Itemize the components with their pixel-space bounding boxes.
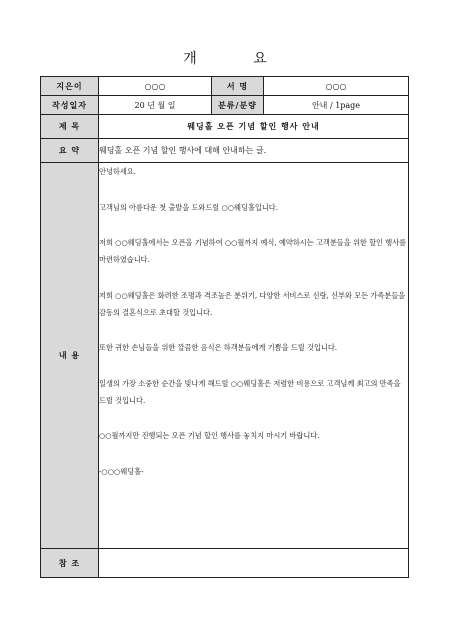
content-paragraph: 또한 귀한 손님들을 위한 깔끔한 음식은 하객분들에게 기쁨을 드릴 것입니다. — [99, 343, 338, 352]
document-title: 개 요 — [183, 51, 293, 67]
date-value: 20 년 월 일 — [99, 96, 212, 115]
author-label: 지은이 — [41, 77, 99, 96]
signature-value: ○○○ — [264, 77, 409, 96]
category-value: 안내 / 1page — [264, 96, 409, 115]
author-value: ○○○ — [99, 77, 212, 96]
content-label: 내 용 — [41, 163, 99, 549]
content-row — [41, 163, 409, 549]
summary-row — [41, 139, 409, 163]
reference-row — [41, 549, 409, 578]
subject-value: 웨딩홀 오픈 기념 할인 행사 안내 — [99, 115, 409, 139]
content-paragraph: 저희 ○○웨딩홀은 화려한 조명과 격조높은 분위기, 다양한 서비스로 신랑, 신부와 모든 가족분들을 감동의 결혼식으로 초대할 것입니다. — [99, 290, 406, 317]
summary-form-table — [40, 76, 409, 578]
date-row — [41, 96, 409, 115]
subject-label: 제 목 — [41, 115, 99, 139]
subject-row — [41, 115, 409, 139]
summary-value: 웨딩홀 오픈 기념 할인 행사에 대해 안내하는 글. — [99, 139, 409, 163]
reference-label: 참 조 — [41, 549, 99, 578]
content-body — [99, 163, 409, 549]
signature-label: 서 명 — [212, 77, 264, 96]
content-paragraph: 고객님의 아름다운 첫 출발을 도와드릴 ○○웨딩홀입니다. — [99, 202, 279, 212]
author-row — [41, 77, 409, 96]
content-paragraph: 일생의 가장 소중한 순간을 빛나게 해드릴 ○○웨딩홀은 저렴한 비용으로 고객님께 최고의 만족을 드릴 것입니다. — [99, 378, 401, 405]
category-label: 분류/분량 — [212, 96, 264, 115]
summary-label: 요 약 — [41, 139, 99, 163]
date-label: 작성일자 — [41, 96, 99, 115]
content-paragraph: ○○월까지만 진행되는 오픈 기념 할인 행사를 놓치지 마시기 바랍니다. — [99, 431, 320, 440]
reference-value — [99, 549, 409, 578]
content-paragraph: 저희 ○○웨딩홀에서는 오픈을 기념하여 ○○월까지 예식, 예약하시는 고객분들을 위한 할인 행사를 마련하였습니다. — [99, 238, 407, 264]
content-paragraph: 안녕하세요. — [99, 167, 137, 176]
content-paragraph: -○○○웨딩홀- — [99, 466, 144, 476]
